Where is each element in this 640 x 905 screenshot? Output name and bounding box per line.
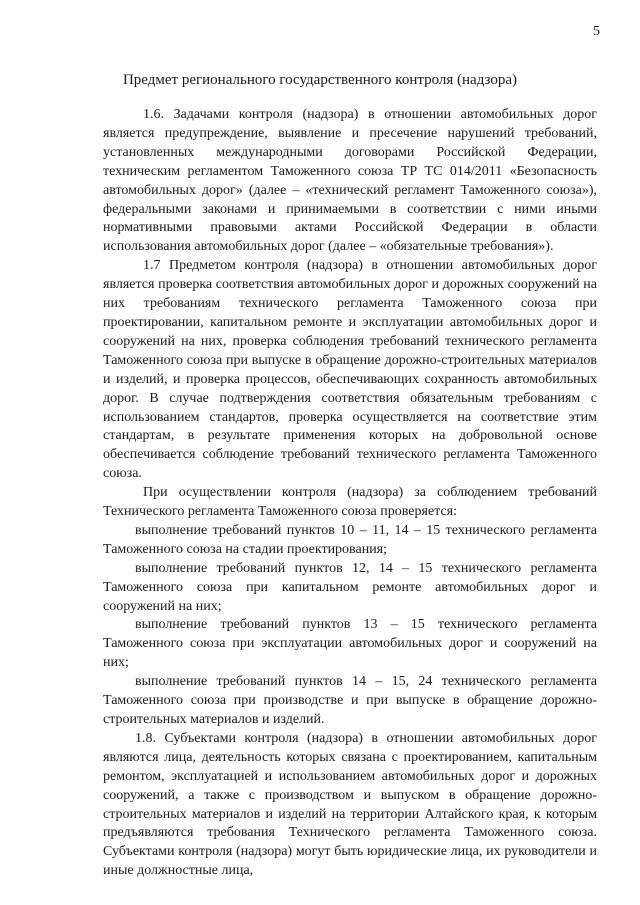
paragraph-check-operation: выполнение требований пунктов 13 – 15 технического регламента Таможенного союза при эксплуатации автомобильных дорог и сооружений на них; <box>103 617 597 671</box>
paragraph-check-production: выполнение требований пунктов 14 – 15, 24 технического регламента Таможенного союза при производстве и при выпуске в обращение дорожно-строительных материалов и изделий. <box>103 674 597 727</box>
paragraph-1-7: 1.7 Предметом контроля (надзора) в отношении автомобильных дорог является проверка соответствия автомобильных дорог и дорожных сооружений на них требованиям технического регламента Таможенного союза при проектировании, капитальном ремонте и эксплуатации автомобильных дорог и сооружений на них, проверка соблюдения требований технического регламента Таможенного союза при выпуске в обращение дорожно-строительных материалов и изделий, и проверка процессов, обеспечивающих сохранность автомобильных дорог. В случае подтверждения соответствия обязательным требованиям с использованием стандартов, проверка осуществляется на соответствие этим стандартам, в результате применения которых на добровольной основе обеспечивается соблюдение требований технического регламента Таможенного союза. <box>103 258 597 482</box>
paragraph-check-design: выполнение требований пунктов 10 – 11, 14 – 15 технического регламента Таможенного союза на стадии проектирования; <box>103 522 597 557</box>
paragraph-1-6: 1.6. Задачами контроля (надзора) в отношении автомобильных дорог является предупреждение, выявление и пресечение нарушений требований, установленных международными договорами Российской Федерации, техническим регламентом Таможенного союза ТР ТС 014/2011 «Безопасность автомобильных дорог» (далее – «технический регламент Таможенного союза»), федеральными законами и принимаемыми в соответствии с ними иными нормативными правовыми актами Российской Федерации в области использования автомобильных дорог (далее – «обязательные требования»). <box>103 107 597 255</box>
section-heading: Предмет регионального государственного контроля (надзора) <box>122 72 518 88</box>
paragraph-1-8: 1.8. Субъектами контроля (надзора) в отношении автомобильных дорог являются лица, деятельность которых связана с проектированием, капитальным ремонтом, эксплуатацией и использованием автомобильных дорог и дорожных сооружений, а также с производством и выпуском в обращение дорожно-строительных материалов и изделий на территории Алтайского края, к которым предъявляются требования Технического регламента Таможенного союза. Субъектами контроля (надзора) могут быть юридические лица, их руководители и иные должностные лица, <box>103 730 597 879</box>
paragraph-check-repair: выполнение требований пунктов 12, 14 – 15 технического регламента Таможенного союза при капитальном ремонте автомобильных дорог и сооружений на них; <box>103 560 597 614</box>
page-number: 5 <box>593 24 600 39</box>
body-text <box>103 106 597 881</box>
paragraph-checks-intro: При осуществлении контроля (надзора) за соблюдением требований Технического регламента Таможенного союза проверяется: <box>103 485 597 520</box>
